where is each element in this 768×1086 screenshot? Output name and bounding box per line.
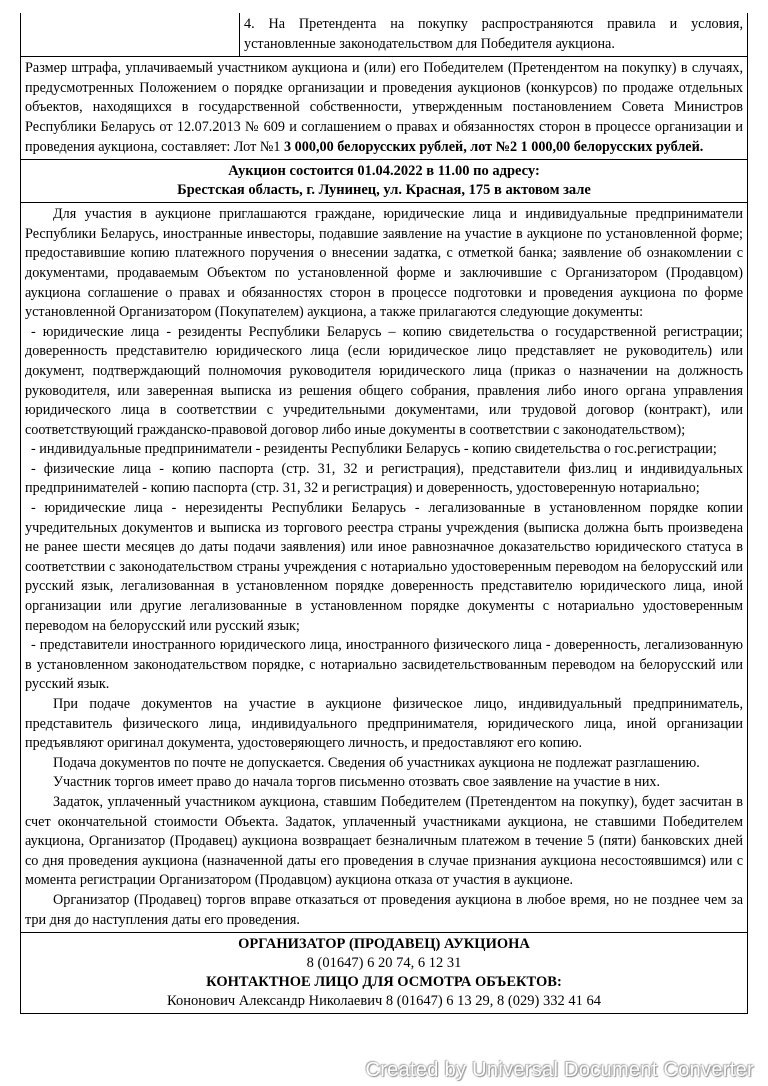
organizer-phones: 8 (01647) 6 20 74, 6 12 31 xyxy=(306,955,462,972)
paragraph: Участник торгов имеет право до начала торгов письменно отозвать свое заявление на участие в них. xyxy=(53,774,661,791)
contact-person: Кононович Александр Николаевич 8 (01647) 6 13 29, 8 (029) 332 41 64 xyxy=(167,993,601,1010)
notice-table xyxy=(20,13,748,1014)
auction-address: Брестская область, г. Лунинец, ул. Красная, 175 в актовом зале xyxy=(177,182,591,199)
list-item: - юридические лица - резиденты Республики Беларусь – копию свидетельства о государственной регистрации; доверенность представителю юридического лица (если юридическое лицо представляет не руководитель) или документ, подтверждающий полномочия руководителя юридического лица (приказ о назначении на должность руководителя, или заверенная выписка из решения общего собрания, правления либо иного органа управления юридического лица в соответствии с учредительными документами, или трудовой договор (контракт), или соответствующий гражданско-правовой договор либо иные документы в соответствии с законодательством); xyxy=(25,323,743,438)
list-item: - физические лица - копию паспорта (стр. 31, 32 и регистрация), представители физ.лиц и индивидуальных предпринимателей - копию паспорта (стр. 31, 32 и регистрация) и доверенность, удостоверенную нотариально; xyxy=(25,460,743,497)
auction-datetime: Аукцион состоится 01.04.2022 в 11.00 по адресу: xyxy=(228,163,540,180)
body-row xyxy=(21,203,748,933)
auction-row xyxy=(21,160,748,203)
fine-paragraph xyxy=(21,57,748,160)
participation-requirements xyxy=(21,203,748,933)
footer-row xyxy=(21,933,748,1014)
paragraph: Задаток, уплаченный участником аукциона, ставшим Победителем (Претендентом на покупку), будет засчитан в счет окончательной стоимости Объекта. Задаток, уплаченный участниками аукциона, не ставшими Победителем аукциона, Организатор (Продавец) аукциона возвращает безналичным платежом в течение 5 (пяти) банковских дней со дня проведения аукциона (назначенной даты его проведения в случае признания аукциона несостоявшимся) или с момента регистрации Организатором (Продавцом) аукциона отказа от участия в аукционе. xyxy=(25,793,743,889)
contacts-block xyxy=(21,933,748,1014)
document-page xyxy=(20,13,748,1014)
intro-paragraph: Для участия в аукционе приглашаются граждане, юридические лица и индивидуальные предприниматели Республики Беларусь, иностранные инвесторы, подавшие заявление на участие в аукционе по установленной форме; предоставившие копию платежного поручения о внесении задатка, с отметкой банка; заявление об ознакомлении с документами, продаваемым Объектом по установленной форме и заключившие с Организатором (Продавцом) аукциона соглашение о правах и обязанностях сторон в процессе подготовки и проведения аукциона по форме установленной Организатором (Покупателем) аукциона, а также прилагаются следующие документы: xyxy=(25,206,743,321)
fine-row xyxy=(21,57,748,160)
empty-left-cell xyxy=(21,13,240,57)
condition-item-4: 4. На Претендента на покупку распространяются правила и условия, установленные законодательством для Победителя аукциона. xyxy=(240,13,748,57)
auction-info xyxy=(21,160,748,203)
contact-title: КОНТАКТНОЕ ЛИЦО ДЛЯ ОСМОТРА ОБЪЕКТОВ: xyxy=(206,974,562,991)
fine-text: Размер штрафа, уплачиваемый участником аукциона и (или) его Победителем (Претендентом на покупку) в случаях, предусмотренных Положением о порядке организации и проведения аукционов (конкурсов) по продаже отдельных объектов, находящихся в государственной собственности, утвержденным постановлением Совета Министров Республики Беларусь от 12.07.2013 № 609 и соглашением о правах и обязанностях сторон в процессе организации и проведения аукциона, составляет: Лот №1 xyxy=(25,60,743,155)
converter-watermark: Created by Universal Document Converter xyxy=(365,1059,754,1081)
organizer-title: ОРГАНИЗАТОР (ПРОДАВЕЦ) АУКЦИОНА xyxy=(238,936,530,953)
top-row xyxy=(21,13,748,57)
paragraph: Подача документов по почте не допускается. Сведения об участниках аукциона не подлежат разглашению. xyxy=(53,754,700,771)
list-item: - представители иностранного юридического лица, иностранного физического лица - доверенность, легализованную в установленном законодательством порядке, с нотариально засвидетельствованным переводом на белорусский или русский язык. xyxy=(25,637,743,693)
paragraph: При подаче документов на участие в аукционе физическое лицо, индивидуальный предприниматель, представитель физического лица, индивидуального предпринимателя, юридического лица, иной организации предъявляют оригинал документа, удостоверяющего личность, и предоставляют его копию. xyxy=(25,696,743,752)
list-item: - индивидуальные предприниматели - резиденты Республики Беларусь - копию свидетельства о гос.регистрации; xyxy=(31,441,717,458)
paragraph: Организатор (Продавец) торгов вправе отказаться от проведения аукциона в любое время, но не позднее чем за три дня до наступления даты его проведения. xyxy=(25,891,743,928)
fine-amount: 3 000,00 белорусских рублей, лот №2 1 000,00 белорусских рублей. xyxy=(284,138,704,155)
list-item: - юридические лица - нерезиденты Республики Беларусь - легализованные в установленном порядке копии учредительных документов и выписка из торгового реестра страны учреждения (выписка должна быть произведена не ранее шести месяцев до даты подачи заявления) или иное равнозначное доказательство юридического статуса в соответствии с законодательством страны учреждения с нотариально удостоверенным переводом на белорусский или русский язык, легализованная в установленном порядке доверенность представителю юридического лица, иной организации или другие легализованные в установленном порядке документы с нотариально удостоверенным переводом на белорусский или русский язык; xyxy=(25,500,743,634)
